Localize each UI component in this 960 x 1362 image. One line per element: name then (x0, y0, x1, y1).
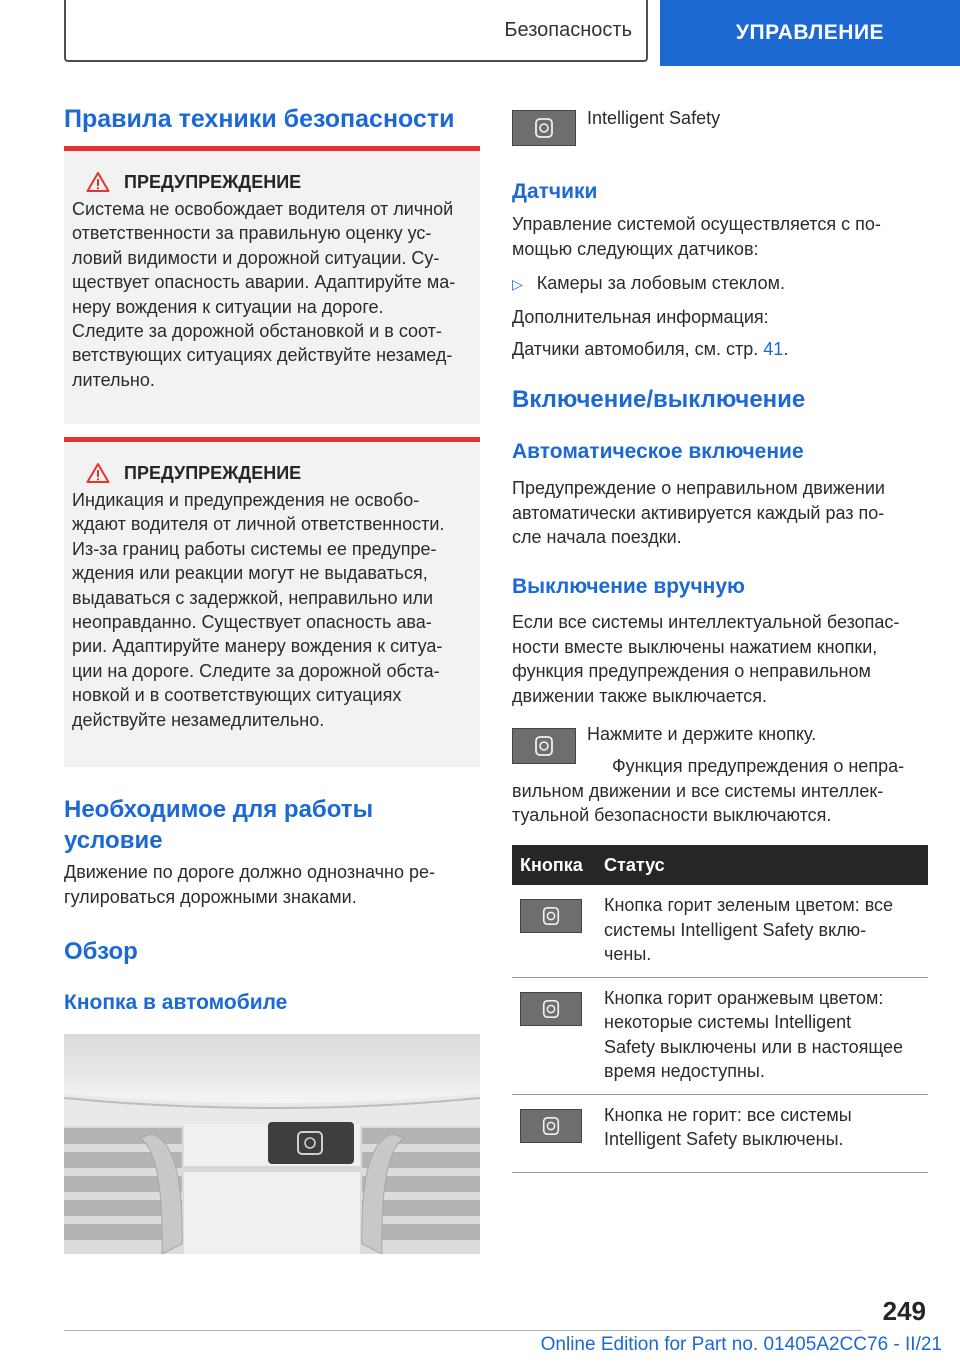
text-line: Safety выключены или в настоящее (604, 1036, 904, 1057)
column-header-status: Статус (604, 854, 665, 875)
text-line: Движение по дороге должно однозначно ре- (64, 862, 435, 882)
warning-header-2 (86, 462, 472, 484)
text-line: ловий видимости и дорожной ситуации. Су- (72, 247, 440, 268)
text-line: Из-за границ работы системы ее предупре- (72, 538, 437, 559)
text-line: ответственности за правильную оценку ус- (72, 223, 432, 244)
text-line: Кнопка горит зеленым цветом: все (604, 895, 894, 915)
requirement-title (64, 794, 480, 856)
text-line: мощью следующих датчиков: (512, 238, 759, 259)
text-line: функция предупреждения о неправильном (512, 661, 871, 681)
text-line: неоправданно. Существует опасность ава- (72, 612, 432, 633)
text-line: Управление системой осуществляется с по- (512, 214, 881, 234)
text-line: системы Intelligent Safety вклю- (604, 919, 867, 940)
text-line: Система не освобождает водителя от личной (72, 199, 454, 219)
text-line: ждают водителя от личной ответственности. (72, 514, 445, 535)
section-title: Безопасность (504, 18, 632, 41)
car-dashboard-illustration (64, 1034, 480, 1254)
warning-header-1 (86, 171, 472, 193)
section-tab (64, 0, 648, 62)
table-cell-button (512, 1095, 602, 1172)
button-off-icon (520, 1109, 582, 1143)
reference-end: . (783, 339, 789, 359)
car-safety-icon (533, 117, 555, 139)
auto-on-text (512, 476, 932, 550)
auto-on-title: Автоматическое включение (512, 440, 804, 463)
intelligent-safety-label: Intelligent Safety (587, 108, 721, 128)
table-row (512, 885, 928, 978)
text-line: чены. (604, 944, 652, 964)
table-row (512, 978, 928, 1095)
on-off-title: Включение/выключение (512, 386, 806, 413)
text-line: ности вместе выключены нажатием кнопки, (512, 636, 878, 657)
footer-edition: Online Edition for Part no. 01405A2CC76 - II/21 (540, 1334, 942, 1355)
text-line: Если все системы интеллектуальной безопас- (512, 612, 900, 632)
text-line: гулироваться дорожными знаками. (64, 886, 357, 907)
button-green-icon (520, 899, 582, 933)
warning-triangle-icon (86, 462, 110, 484)
car-button-title: Кнопка в автомобиле (64, 991, 288, 1014)
press-hold-text: Нажмите и держите кнопку. (587, 724, 817, 744)
table-cell-status (602, 1095, 928, 1172)
requirement-text (64, 860, 480, 909)
requirement-section (64, 794, 480, 909)
text-line: ветствующих ситуациях действуйте незамед- (72, 345, 453, 366)
manual-off-text (512, 610, 932, 708)
text-line: ществует опасность аварии. Адаптируйте ма- (72, 272, 456, 293)
text-line: Индикация и предупреждения не освобо- (72, 490, 420, 510)
sensors-reference (512, 337, 788, 362)
text-line: движении также выключается. (512, 685, 767, 706)
additional-info-label: Дополнительная информация: (512, 307, 769, 327)
warning-label: ПРЕДУПРЕЖДЕНИЕ (124, 462, 302, 483)
table-cell-button (512, 885, 602, 977)
warning-box-2 (64, 437, 480, 767)
button-orange-icon (520, 992, 582, 1026)
overview-title: Обзор (64, 938, 138, 965)
text-line: неру вождения к ситуации на дороге. (72, 296, 384, 317)
page-number: 249 (882, 1296, 926, 1326)
page-reference-link[interactable]: 41 (763, 339, 784, 359)
reference-text: Датчики автомобиля, см. стр. (512, 339, 764, 359)
warning-triangle-icon (86, 171, 110, 193)
text-line: Кнопка не горит: все системы (604, 1104, 852, 1125)
text-line: Кнопка горит оранжевым цветом: (604, 987, 884, 1008)
warning-text-2 (72, 488, 472, 732)
text-line: ции на дороге. Следите за дорожной обста- (72, 660, 440, 681)
table-row (512, 1095, 928, 1173)
warning-text-1 (72, 197, 472, 392)
warning-label: ПРЕДУПРЕЖДЕНИЕ (124, 171, 302, 192)
requirement-title-line: условие (64, 827, 163, 854)
table-cell-button (512, 978, 602, 1094)
bullet-text: Камеры за лобовым стеклом. (536, 273, 786, 293)
table-header (512, 845, 928, 885)
text-line: Следите за дорожной обстановкой и в соот- (72, 321, 442, 342)
sensors-bullet (512, 271, 785, 297)
text-line: выдаваться с задержкой, неправильно или (72, 587, 434, 608)
table-cell-status (602, 885, 928, 977)
text-line: вильном движении и все системы интеллек- (512, 780, 884, 801)
column-header-button: Кнопка (520, 854, 583, 875)
chapter-title: УПРАВЛЕНИЕ (735, 21, 885, 44)
text-line: сле начала поездки. (512, 527, 682, 547)
text-line: Функция предупреждения о непра- (612, 756, 905, 776)
safety-rules-title: Правила техники безопасности (64, 105, 455, 133)
text-line: туальной безопасности выключаются. (512, 805, 832, 825)
sensors-text (512, 212, 932, 261)
result-text (512, 754, 932, 828)
text-line: рии. Адаптируйте манеру вождения к ситуа- (72, 636, 443, 657)
intelligent-safety-button-icon (512, 110, 576, 146)
text-line: автоматически активируется каждый раз по- (512, 502, 885, 523)
text-line: Предупреждение о неправильном движении (512, 478, 885, 498)
text-line: новкой и в соответствующих ситуациях (72, 685, 402, 706)
button-status-table (512, 845, 928, 1173)
text-line: лительно. (72, 369, 155, 390)
chapter-tab (660, 0, 960, 66)
bullet-arrow-icon: ▷ (512, 276, 523, 292)
text-line: время недоступны. (604, 1061, 765, 1081)
text-line: Intelligent Safety выключены. (604, 1129, 844, 1149)
warning-box-1 (64, 146, 480, 424)
footer-divider (64, 1330, 862, 1331)
text-line: ждения или реакции могут не выдаваться, (72, 563, 428, 584)
table-cell-status (602, 978, 928, 1094)
text-line: действуйте незамедлительно. (72, 709, 325, 730)
sensors-title: Датчики (512, 180, 598, 203)
text-line: некоторые системы Intelligent (604, 1012, 852, 1032)
requirement-title-line: Необходимое для работы (64, 796, 374, 823)
manual-off-title: Выключение вручную (512, 575, 745, 598)
